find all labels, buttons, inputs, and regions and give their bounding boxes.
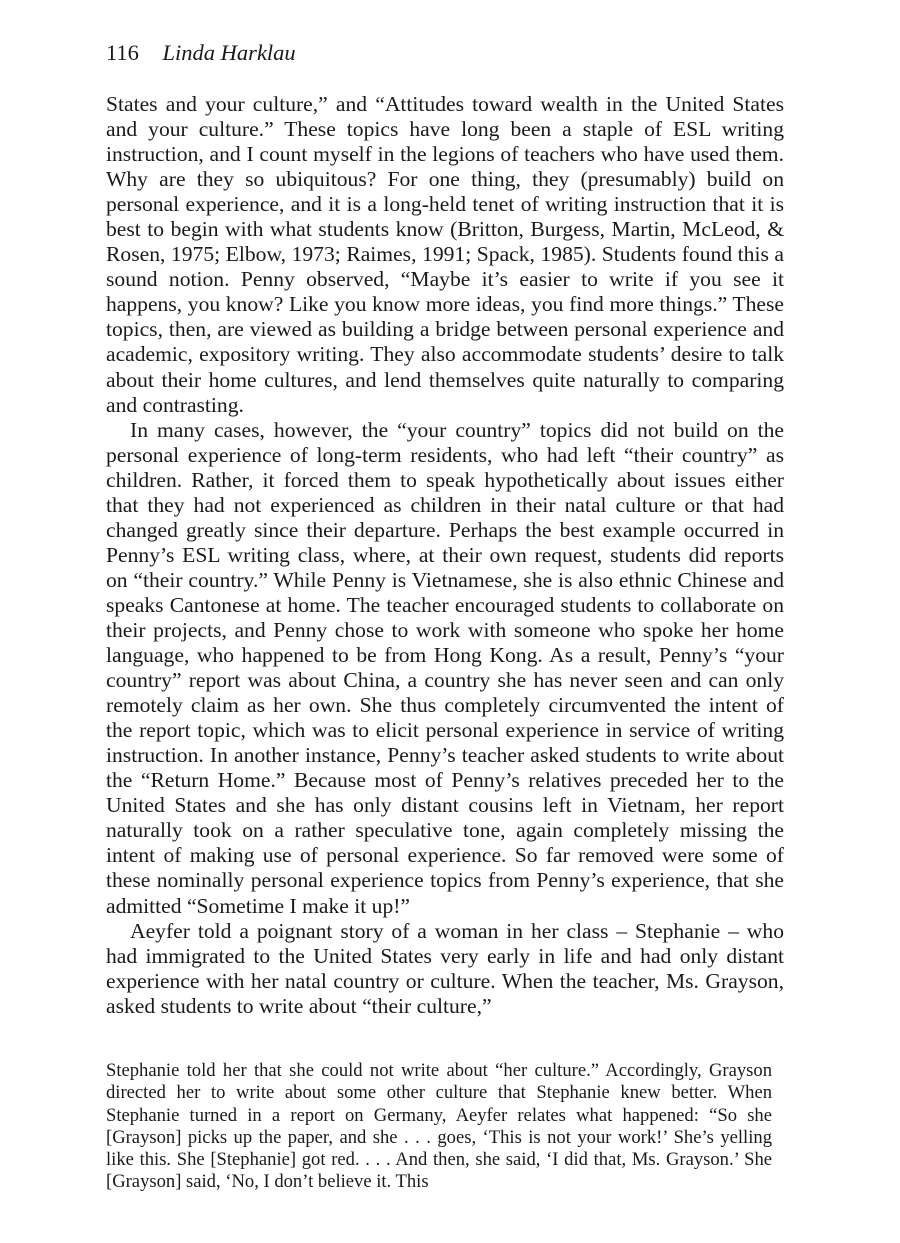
running-head	[106, 40, 296, 66]
paragraph-1: States and your culture,” and “Attitudes toward wealth in the United States and your culture.” These topics have long been a staple of ESL writing instruction, and I count myself in the legions of teachers who have used them. Why are they so ubiquitous? For one thing, they (presumably) build on personal experience, and it is a long-held tenet of writing instruction that it is best to begin with what students know (Britton, Burgess, Martin, McLeod, & Rosen, 1975; Elbow, 1973; Raimes, 1991; Spack, 1985). Students found this a sound notion. Penny observed, “Maybe it’s easier to write if you see it happens, you know? Like you know more ideas, you find more things.” These topics, then, are viewed as building a bridge between personal experience and academic, expository writing. They also accommodate students’ desire to talk about their home cultures, and lend themselves quite naturally to comparing and contrasting.	[106, 92, 784, 417]
paragraph-2: In many cases, however, the “your country” topics did not build on the personal experience of long-term residents, who had left “their country” as children. Rather, it forced them to speak hypothetically about issues either that they had not experienced as children in their natal culture or that had changed greatly since their departure. Perhaps the best example occurred in Penny’s ESL writing class, where, at their own request, students did reports on “their country.” While Penny is Vietnamese, she is also ethnic Chinese and speaks Cantonese at home. The teacher encouraged students to collaborate on their projects, and Penny chose to work with someone who spoke her home language, who happened to be from Hong Kong. As a result, Penny’s “your country” report was about China, a country she has never seen and can only remotely claim as her own. She thus completely circumvented the intent of the report topic, which was to elicit personal experience in service of writing instruction. In another instance, Penny’s teacher asked students to write about the “Return Home.” Because most of Penny’s relatives preceded her to the United States and she has only distant cousins left in Vietnam, her report naturally took on a rather speculative tone, again completely missing the intent of making use of personal experience. So far removed were some of these nominally personal experience topics from Penny’s experience, that she admitted “Sometime I make it up!”	[106, 417, 784, 918]
author-name: Linda Harklau	[162, 40, 296, 65]
body-text	[106, 92, 784, 1019]
paragraph-3: Aeyfer told a poignant story of a woman in her class – Stephanie – who had immigrated to the United States very early in life and had only distant experience with her natal country or culture. When the teacher, Ms. Grayson, asked students to write about “their culture,”	[106, 918, 784, 1018]
block-quote	[106, 1060, 772, 1194]
block-quote-text: Stephanie told her that she could not write about “her culture.” Accordingly, Grayson directed her to write about some other culture that Stephanie knew better. When Stephanie turned in a report on Germany, Aeyfer relates what happened: “So she [Grayson] picks up the paper, and she . . . goes, ‘This is not your work!’ She’s yelling like this. She [Stephanie] got red. . . . And then, she said, ‘I did that, Ms. Grayson.’ She [Grayson] said, ‘No, I don’t believe it. This	[106, 1060, 772, 1193]
page-number: 116	[106, 40, 139, 65]
